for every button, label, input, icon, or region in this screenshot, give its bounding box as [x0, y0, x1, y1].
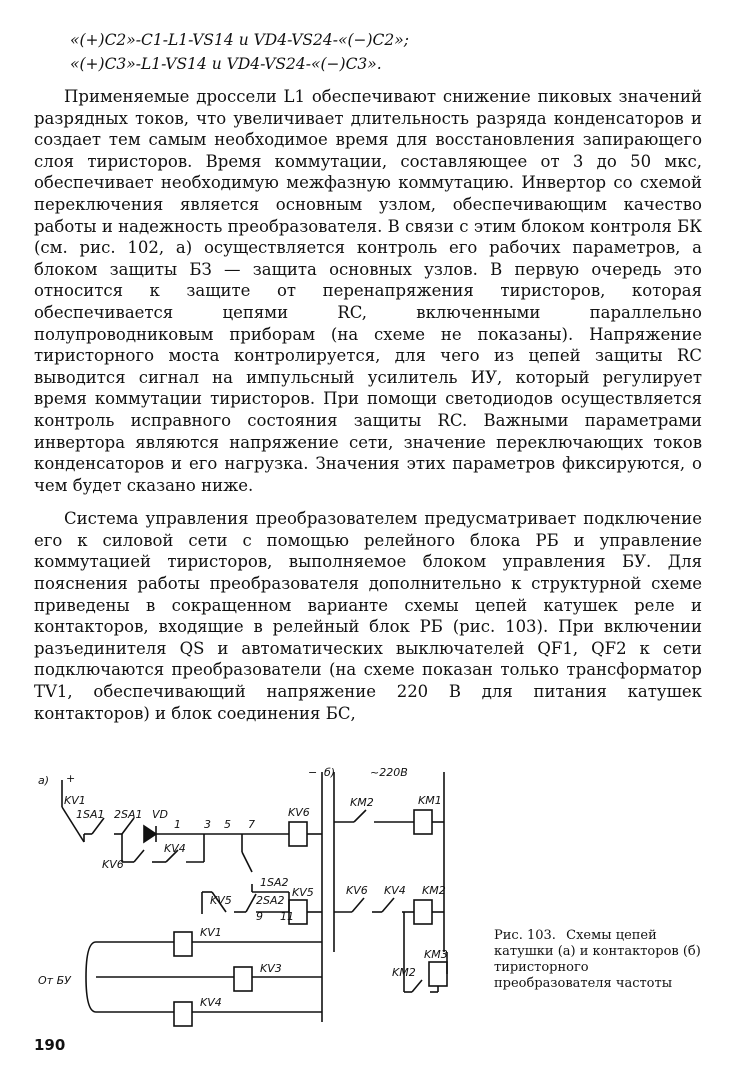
kv4-contact-label: KV4	[164, 842, 186, 855]
node-11: 11	[280, 910, 294, 923]
node-9: 9	[256, 910, 263, 923]
caption-number: Рис. 103.	[494, 928, 556, 943]
kv5-contact-label: KV5	[210, 894, 232, 907]
paragraph: Применяемые дроссели L1 обеспечивают снижение пиковых значений разрядных токов, что увеличивает длительность разряда конденсаторов и создает тем самым необходимое время для восстановления запирающего слоя тиристоров. Время коммутации, составляющее от 3 до 50 мкс, обеспечивает необходимую межфазную коммутацию. Инвертор со схемой переключения является основным узлом, обеспечивающим качество работы и надежность преобразователя. В связи с этим блоком контроля БК (см. рис. 102, а) осуществляется контроль его рабочих параметров, а блоком защиты БЗ — защита основных узлов. В первую очередь это относится к защите от перенапряжения тиристоров, которая обеспечивается цепями RC, включенными параллельно полупроводниковым приборам (на схеме не показаны). Напряжение тиристорного моста контролируется, для чего из цепей защиты RC выводится сигнал на импульсный усилитель ИУ, который регулирует время коммутации тиристоров. При помощи светодиодов осуществляется контроль исправного состояния защиты RC. Важными параметрами инвертора являются напряжение сети, значение переключающих токов конденсаторов и его нагрузка. Значения этих параметров фиксируются, о чем будет сказано ниже.	[34, 87, 702, 495]
caption-text: Схемы цепей катушки (а) и контакторов (б) тиристорного преобразователя частоты	[494, 928, 701, 991]
coil-kv5-label: KV5	[292, 886, 314, 899]
km2-contact-b-label: KM2	[392, 966, 416, 979]
formula-line: «(+)C3»-L1-VS14 и VD4-VS24-«(−)C3».	[70, 55, 382, 73]
formulas-block	[70, 28, 690, 76]
kv4-contact-b-label: KV4	[384, 884, 406, 897]
sa2-label: 2SA1	[114, 808, 143, 821]
label-a: а)	[38, 774, 50, 787]
node-3: 3	[204, 818, 211, 831]
circuit-diagram	[34, 762, 474, 1032]
body-text	[34, 86, 702, 736]
coil-kv3-label: KV3	[260, 962, 282, 975]
paragraph: Система управления преобразователем предусматривает подключение его к силовой сети с помощью релейного блока РБ и управление коммутацией тиристоров, выполняемое блоком управления БУ. Для пояснения работы преобразователя дополнительно к структурной схеме приведены в сокращенном варианте схемы цепей катушек реле и контакторов, входящие в релейный блок РБ (рис. 103). При включении разъединителя QS и автоматических выключателей QF1, QF2 к сети подключаются преобразователи (на схеме показан только трансформатор TV1, обеспечивающий напряжение 220 В для питания катушек контакторов) и блок соединения БС,	[34, 509, 702, 723]
km3-coil-label: KM3	[424, 948, 448, 961]
coil-kv6-label: KV6	[288, 806, 310, 819]
page-number: 190	[34, 1036, 66, 1054]
kv6-contact-b-label: KV6	[346, 884, 368, 897]
sa22-label: 2SA2	[256, 894, 285, 907]
kv1-contact-label: KV1	[64, 794, 86, 807]
minus-sign: −	[308, 766, 318, 779]
coil-kv1-label: KV1	[200, 926, 222, 939]
km2-coil-label: KM2	[422, 884, 446, 897]
node-1: 1	[174, 818, 181, 831]
from-bu-label: От БУ	[38, 974, 71, 987]
sa12-label: 1SA2	[260, 876, 289, 889]
kv6-contact-label: KV6	[102, 858, 124, 871]
label-b: б)	[324, 766, 336, 779]
node-5: 5	[224, 818, 231, 831]
km2-contact-label: KM2	[350, 796, 374, 809]
node-7: 7	[248, 818, 255, 831]
plus-sign: +	[66, 772, 76, 785]
voltage-label: ~220В	[370, 766, 408, 779]
formula-line: «(+)C2»-C1-L1-VS14 и VD4-VS24-«(−)C2»;	[70, 31, 409, 49]
circuit-figure	[34, 762, 474, 1032]
coil-kv4-label: KV4	[200, 996, 222, 1009]
figure-caption	[494, 928, 704, 992]
sa1-label: 1SA1	[76, 808, 105, 821]
km1-coil-label: KM1	[418, 794, 442, 807]
vd-label: VD	[152, 808, 168, 821]
